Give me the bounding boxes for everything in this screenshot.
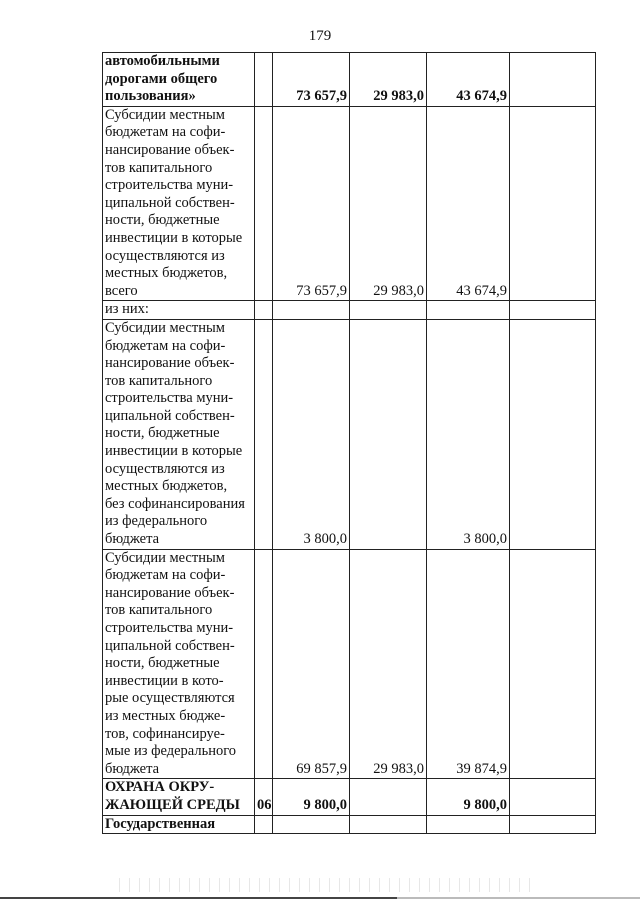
- table-row: [103, 53, 596, 107]
- row-code-cell: [255, 301, 273, 320]
- table-row: [103, 815, 596, 834]
- row-value-1: 3 800,0: [273, 319, 350, 549]
- row-value-1: 73 657,9: [273, 106, 350, 301]
- row-value-4: [510, 319, 596, 549]
- row-name: Субсидии местным бюджетам на софи- нансирование объек- тов капитального строительства муни- ципальной собствен- ности, бюджетные инвестиции в кото- рые осуществляются из местных бюдже- тов, софинансируе- мые из федерального бюджета: [105, 549, 237, 777]
- row-value-1: 69 857,9: [273, 549, 350, 779]
- row-name: из них:: [105, 301, 149, 318]
- row-value-1: [273, 301, 350, 320]
- row-value-3: 43 674,9: [427, 53, 510, 107]
- row-name-cell: [103, 319, 255, 549]
- row-value-2: 29 983,0: [350, 53, 427, 107]
- row-name-cell: [103, 53, 255, 107]
- row-value-4: [510, 301, 596, 320]
- row-code-cell: [255, 106, 273, 301]
- row-value-2: [350, 815, 427, 834]
- row-value-3: 43 674,9: [427, 106, 510, 301]
- budget-table: [102, 52, 596, 834]
- table-row: [103, 106, 596, 301]
- page-bottom-edge: [0, 897, 640, 899]
- table-row: [103, 301, 596, 320]
- row-value-2: [350, 779, 427, 815]
- row-value-4: [510, 549, 596, 779]
- row-name-cell: [103, 815, 255, 834]
- row-value-2: 29 983,0: [350, 549, 427, 779]
- row-value-2: [350, 301, 427, 320]
- table-row: [103, 779, 596, 815]
- row-value-2: 29 983,0: [350, 106, 427, 301]
- scan-noise: [110, 878, 530, 892]
- row-name: ОХРАНА ОКРУ- ЖАЮЩЕЙ СРЕДЫ: [105, 779, 240, 813]
- table-body: [103, 53, 596, 834]
- table-row: [103, 319, 596, 549]
- row-name: автомобильными дорогами общего пользования»: [105, 53, 220, 105]
- row-code-cell: [255, 549, 273, 779]
- row-code-cell: [255, 319, 273, 549]
- row-value-1: 9 800,0: [273, 779, 350, 815]
- row-name-cell: [103, 301, 255, 320]
- row-code-cell: [255, 53, 273, 107]
- row-code-cell: [255, 815, 273, 834]
- row-value-3: 39 874,9: [427, 549, 510, 779]
- row-name: Государственная: [105, 815, 216, 832]
- row-value-3: [427, 301, 510, 320]
- row-value-4: [510, 779, 596, 815]
- page-number: 179: [308, 28, 332, 44]
- row-value-3: [427, 815, 510, 834]
- row-name-cell: [103, 106, 255, 301]
- row-value-3: 3 800,0: [427, 319, 510, 549]
- table-row: [103, 549, 596, 779]
- row-value-4: [510, 106, 596, 301]
- row-value-2: [350, 319, 427, 549]
- row-value-1: [273, 815, 350, 834]
- row-value-1: 73 657,9: [273, 53, 350, 107]
- row-name-cell: [103, 549, 255, 779]
- row-name: Субсидии местным бюджетам на софи- нансирование объек- тов капитального строительства муни- ципальной собствен- ности, бюджетные инвестиции в которые осуществляются из местных бюджетов, без софинансирования из федерального бюджета: [105, 319, 245, 548]
- row-name: Субсидии местным бюджетам на софи- нансирование объек- тов капитального строительства муни- ципальной собствен- ности, бюджетные инвестиции в которые осуществляются из местных бюджетов, всего: [105, 106, 243, 299]
- row-value-4: [510, 815, 596, 834]
- row-value-4: [510, 53, 596, 107]
- row-value-3: 9 800,0: [427, 779, 510, 815]
- row-name-cell: [103, 779, 255, 815]
- row-code-cell: 06: [255, 779, 273, 815]
